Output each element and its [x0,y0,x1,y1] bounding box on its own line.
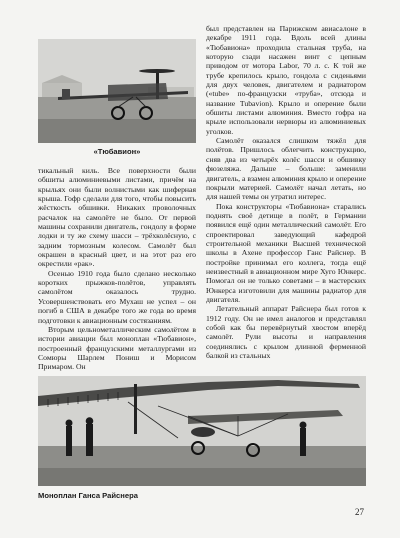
paragraph: тикальный киль. Все поверхности были обшиты алюминиевыми листами, причём на крыльях они были волнистыми как шиферная крыша. Гофр сделали для того, чтобы повысить жёсткость обшивки. Никаких проволочных расчалок на самолёте не было. От первой машины сохранили двигатель, гондолу в форме лодки и ту же схему шасси – трёхколёсную, с задним тормозным колесом. Самолёт был окрашен в красный цвет, и на этот раз его окрестили «рак». [38,166,196,269]
paragraph: Пока конструкторы «Тюбавиона» старались поднять своё детище в полёт, в Германии появился ещё один металлический самолёт. Его спроектировал заведующий кафедрой строительной механики Высшей технической школы в Ахене профессор Ганс Райснер. В постройке принимал его коллега, тогда ещё неизвестный в авиационном мире Хуго Юнкерс. Помогал он не только советами – в мастерских Юнкерса изготовили для машины радиатор для двигателя. [206,201,366,304]
photo-reissner-monoplane [38,376,366,486]
reissner-illustration [38,376,366,486]
paragraph: Самолёт оказался слишком тяжёл для полётов. Пришлось облегчить конструкцию, сняв два из четырёх колёс шасси и обшивку фюзеляжа. Дальше – больше: заменили двигатель, а взамен алюминия крыло и оперение покрыли материей. Самолёт начал летать, но для нашей темы он утратил интерес. [206,136,366,202]
paragraph: Вторым цельнометаллическим самолётом в истории авиации был моноплан «Тюбавион», построенный французскими металлургами из Сомюры Шарлем Пониш и Морисом Примаром. Он [38,324,196,372]
figure-caption-reissner: Моноплан Ганса Райснера [38,491,138,500]
paragraph: Осенью 1910 года было сделано несколько коротких прыжков-полётов, управлять самолётом оказалось трудно. Усовершенствовать его Мухаш не успел – он погиб в США в декабре того же года во время подготовки к авиационным состязаниям. [38,268,196,325]
tubavion-illustration [38,39,196,143]
left-text-column [38,166,196,372]
page-number: 27 [355,507,364,517]
photo-tubavion [38,39,196,143]
figure-caption-tubavion: «Тюбавион» [93,147,141,156]
paragraph: был представлен на Парижском авиасалоне в декабре 1911 года. Вдоль всей длины «Тюбавиона» проходила стальная труба, на которую сзади насажен винт с цепным приводом от мотора Labor, 70 л. с. К той же трубе крепилось крыло, гондола с сиденьями для двух человек, двигателем и радиатором («tube» по-французски «труба», отсюда и название Tubavion). Крыло и оперение были обшиты листами алюминия. Вместо гофра на крыле использовали нервюры из алюминиевых уголков. [206,24,366,136]
right-text-column [206,24,366,360]
paragraph: Летательный аппарат Райснера был готов к 1912 году. Он не имел аналогов и представлял собой как бы перевёрнутый хвостом вперёд самолёт. Рули высоты и направления соединялись с крылом длинной ферменной балкой из стальных [206,304,366,361]
